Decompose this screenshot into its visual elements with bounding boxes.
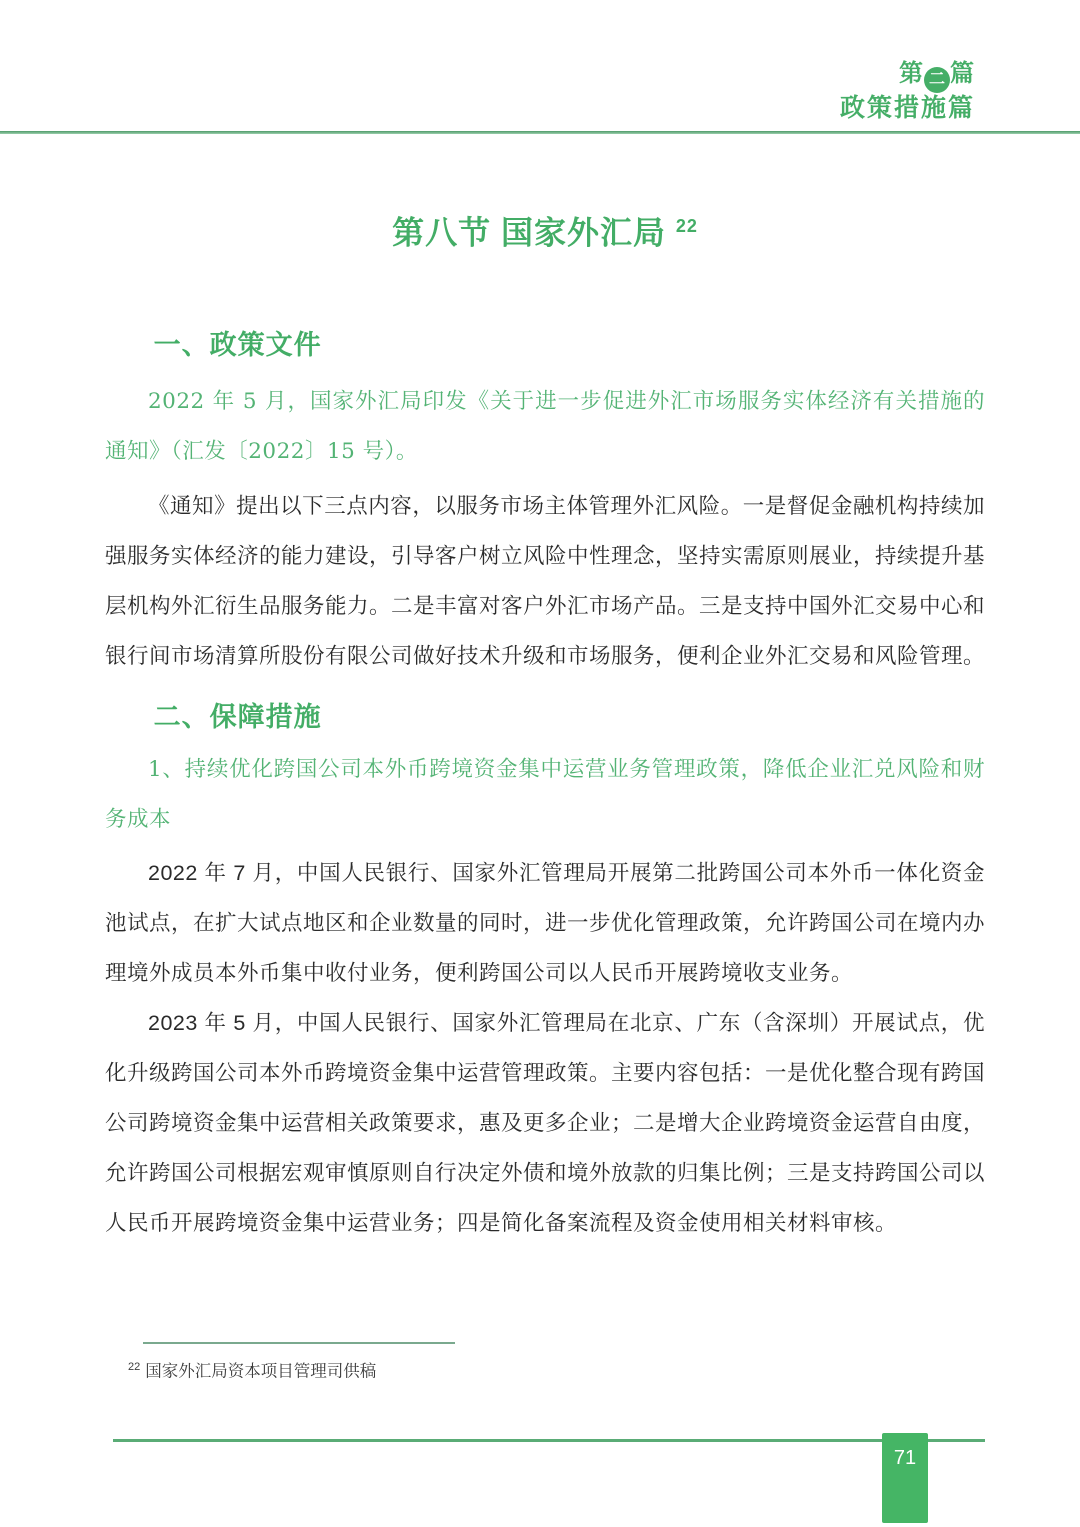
paragraph-2022-july-pilot: 2022 年 7 月，中国人民银行、国家外汇管理局开展第二批跨国公司本外币一体化资金池试点，在扩大试点地区和企业数量的同时，进一步优化管理政策，允许跨国公司在境内办理境外成员本外币集中收付业务，便利跨国公司以人民币开展跨境收支业务。 [105, 860, 986, 985]
chapter-number-badge: 二 [924, 67, 950, 93]
section-title-footnote-ref: 22 [675, 216, 698, 236]
footer-divider-rule [113, 1439, 985, 1442]
page-number-badge: 71 [882, 1433, 928, 1523]
footnote-separator-rule [143, 1342, 455, 1344]
chapter-label [840, 58, 975, 93]
footnote [128, 1356, 688, 1383]
paragraph-measure-1-title: 1、持续优化跨国公司本外币跨境资金集中运营业务管理政策，降低企业汇兑风险和财务成本 [105, 756, 985, 832]
section-title-text: 第八节 国家外汇局 [392, 214, 666, 251]
chapter-suffix: 篇 [950, 60, 975, 87]
paragraph-notice-contents: 《通知》提出以下三点内容，以服务市场主体管理外汇风险。一是督促金融机构持续加强服务实体经济的能力建设，引导客户树立风险中性理念，坚持实需原则展业，持续提升基层机构外汇衍生品服务能力。二是丰富对客户外汇市场产品。三是支持中国外汇交易中心和银行间市场清算所股份有限公司做好技术升级和市场服务，便利企业外汇交易和风险管理。 [105, 493, 986, 668]
chapter-title: 政策措施篇 [839, 94, 975, 122]
paragraph-policy-document-intro: 2022 年 5 月，国家外汇局印发《关于进一步促进外汇市场服务实体经济有关措施的通知》（汇发〔2022〕15 号）。 [105, 388, 985, 464]
footnote-ref: 22 [128, 1361, 141, 1373]
footnote-text: 国家外汇局资本项目管理司供稿 [145, 1362, 377, 1381]
heading-policy-documents: 一、政策文件 [153, 329, 322, 360]
heading-safeguard-measures: 二、保障措施 [153, 701, 322, 732]
page-header [840, 58, 975, 124]
paragraph-2023-may-pilot: 2023 年 5 月，中国人民银行、国家外汇管理局在北京、广东（含深圳）开展试点，优化升级跨国公司本外币跨境资金集中运营管理政策。主要内容包括：一是优化整合现有跨国公司跨境资金集中运营相关政策要求，惠及更多企业；二是增大企业跨境资金运营自由度，允许跨国公司根据宏观审慎原则自行决定外债和境外放款的归集比例；三是支持跨国公司以人民币开展跨境资金集中运营业务；四是简化备案流程及资金使用相关材料审核。 [105, 1010, 986, 1235]
section-title [105, 205, 985, 254]
footnote-area [128, 1342, 688, 1383]
header-divider-rule [0, 131, 1080, 134]
main-content [105, 205, 985, 1248]
chapter-prefix: 第 [899, 60, 924, 87]
